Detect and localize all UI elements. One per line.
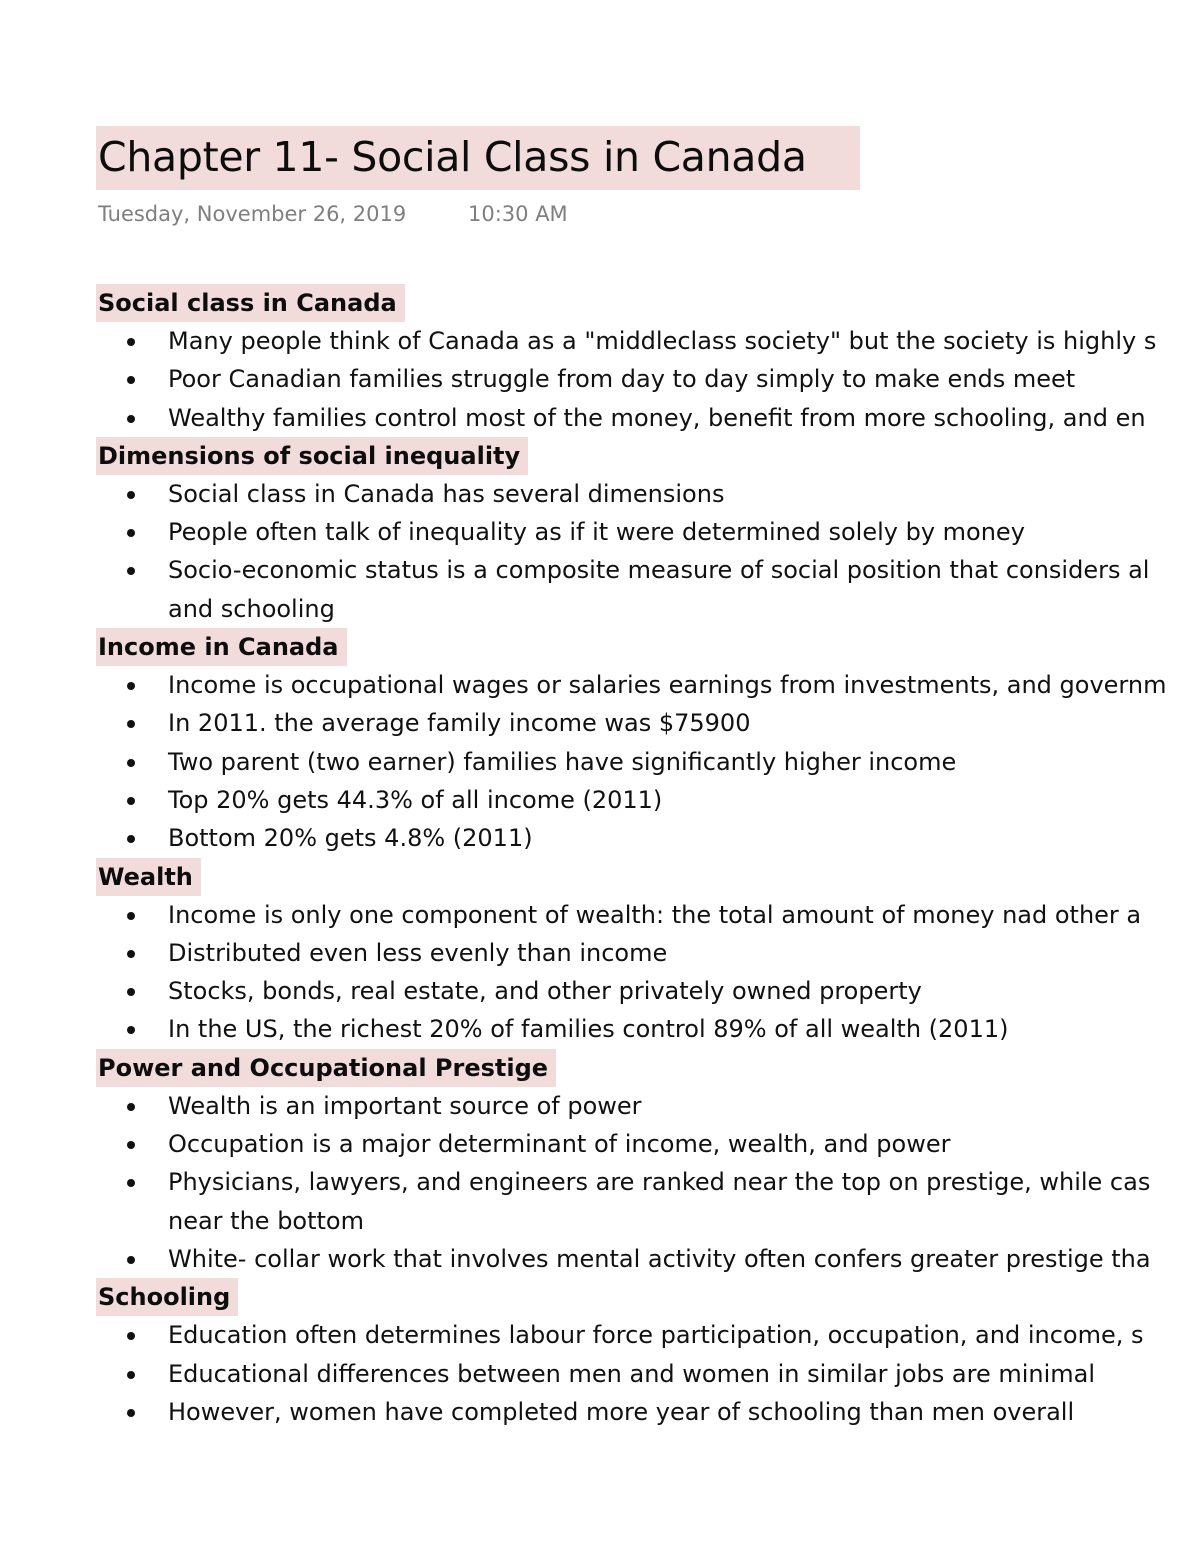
list-item [0,475,1200,513]
list-item [0,1125,1200,1163]
list-item-text: People often talk of inequality as if it were determined solely by money [168,518,1025,547]
title-highlight [96,126,860,190]
section-heading: Dimensions of social inequality [96,437,528,475]
list-item-text: In 2011. the average family income was $75900 [168,709,751,738]
section-heading: Schooling [96,1278,238,1316]
section-heading: Wealth [96,858,201,896]
list-item [0,513,1200,551]
list-item [0,1316,1200,1354]
list-item [0,934,1200,972]
list-item [0,896,1200,934]
section-heading-row [0,437,1200,475]
section-heading: Power and Occupational Prestige [96,1049,556,1087]
list-item-text: Top 20% gets 44.3% of all income (2011) [168,785,663,814]
section-heading: Income in Canada [96,628,347,666]
list-item-text: Occupation is a major determinant of income, wealth, and power [168,1130,951,1159]
bullet-list [0,666,1200,857]
list-item-text: Education often determines labour force participation, occupation, and income, s [168,1321,1144,1350]
list-item [0,399,1200,437]
section-heading: Social class in Canada [96,284,405,322]
list-item-text: Income is occupational wages or salaries earnings from investments, and governm [168,671,1167,700]
list-item-text: Stocks, bonds, real estate, and other privately owned property [168,977,922,1006]
list-item [0,666,1200,704]
list-item [0,1010,1200,1048]
list-item [0,1163,1200,1240]
note-metadata [98,200,568,228]
list-item-text: However, women have completed more year of schooling than men overall [168,1397,1075,1426]
list-item [0,360,1200,398]
list-item-text: Distributed even less evenly than income [168,938,668,967]
list-item-text: In the US, the richest 20% of families control 89% of all wealth (2011) [168,1015,1009,1044]
bullet-list [0,322,1200,437]
list-item [0,819,1200,857]
list-item-text: Social class in Canada has several dimensions [168,479,725,508]
section-heading-row [0,1278,1200,1316]
bullet-list [0,1087,1200,1278]
list-item [0,1240,1200,1278]
note-body [0,284,1200,1431]
section-heading-row [0,1049,1200,1087]
list-item-text: Poor Canadian families struggle from day to day simply to make ends meet [168,365,1076,394]
list-item [0,1393,1200,1431]
list-item [0,551,1200,628]
list-item [0,781,1200,819]
list-item-continuation: and schooling [168,594,335,623]
list-item [0,1087,1200,1125]
section-heading-row [0,858,1200,896]
list-item [0,704,1200,742]
list-item-text: Educational differences between men and women in similar jobs are minimal [168,1359,1096,1388]
bullet-list [0,896,1200,1049]
section-heading-row [0,628,1200,666]
list-item-continuation: near the bottom [168,1206,364,1235]
bullet-list [0,1316,1200,1431]
list-item [0,972,1200,1010]
list-item [0,322,1200,360]
list-item-text: White- collar work that involves mental activity often confers greater prestige tha [168,1244,1151,1273]
list-item-text: Wealthy families control most of the money, benefit from more schooling, and en [168,403,1146,432]
list-item-text: Bottom 20% gets 4.8% (2011) [168,824,533,853]
list-item-text: Many people think of Canada as a "middleclass society" but the society is highly s [168,327,1157,355]
list-item-text: Two parent (two earner) families have significantly higher income [168,747,957,776]
list-item-text: Wealth is an important source of power [168,1091,642,1120]
list-item-text: Physicians, lawyers, and engineers are ranked near the top on prestige, while cas [168,1168,1151,1197]
note-time: 10:30 AM [468,202,568,226]
page-title: Chapter 11- Social Class in Canada [98,133,807,181]
note-date: Tuesday, November 26, 2019 [98,202,407,226]
list-item [0,743,1200,781]
list-item-text: Socio-economic status is a composite measure of social position that considers al [168,556,1150,585]
section-heading-row [0,284,1200,322]
list-item-text: Income is only one component of wealth: the total amount of money nad other a [168,900,1142,929]
bullet-list [0,475,1200,628]
list-item [0,1355,1200,1393]
